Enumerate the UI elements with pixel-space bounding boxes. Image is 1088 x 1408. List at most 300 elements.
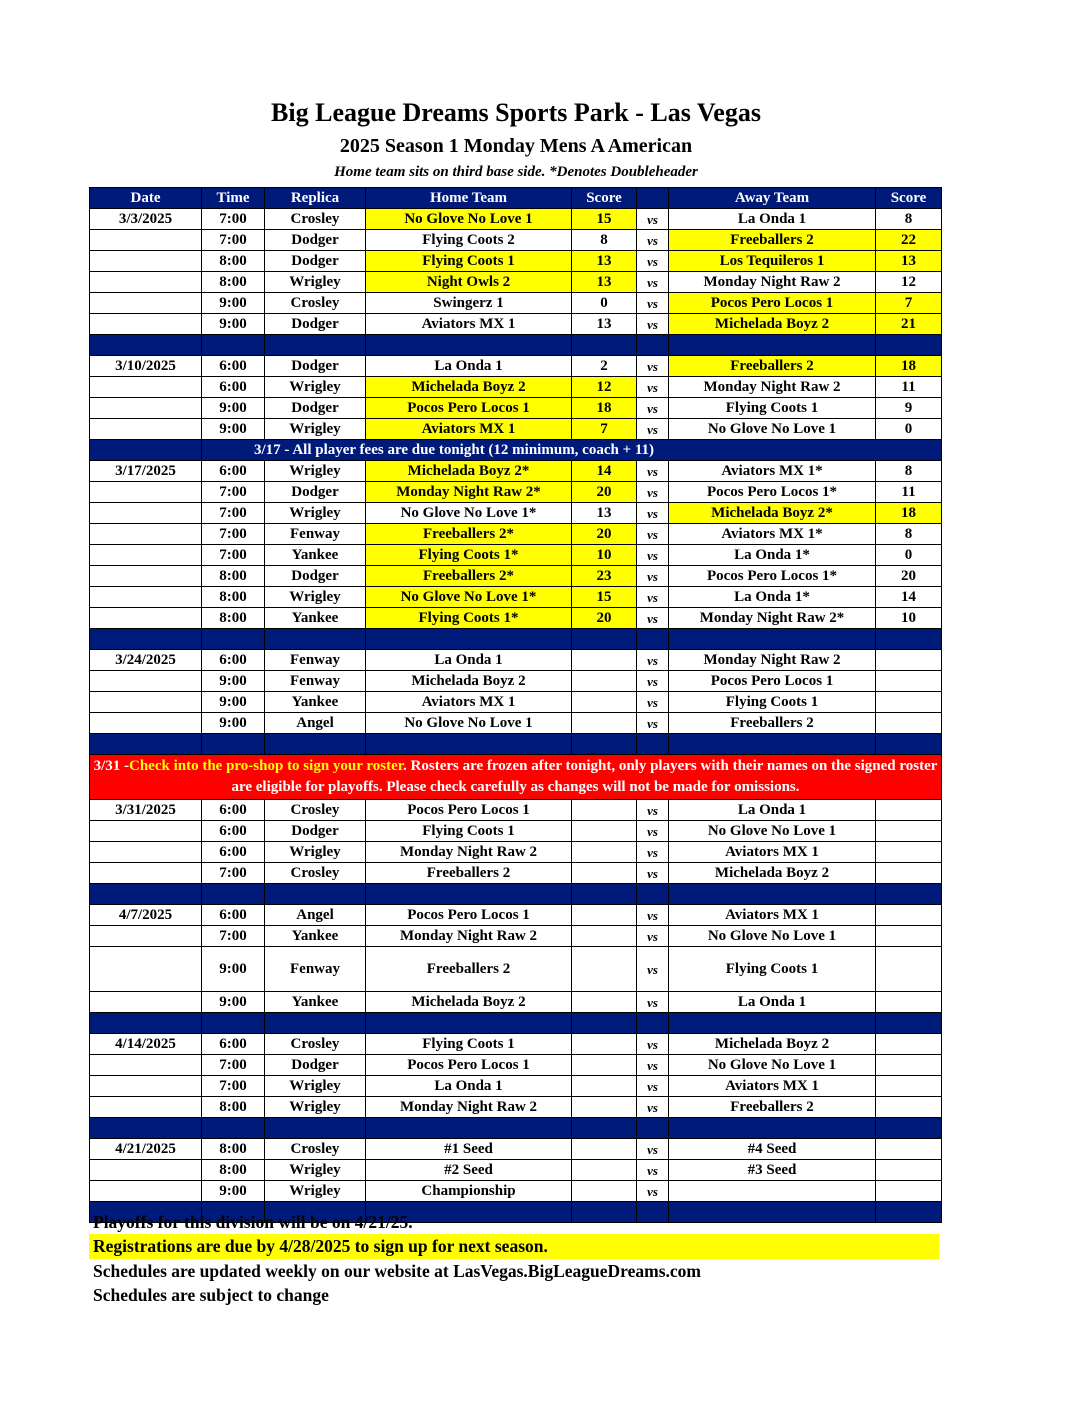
separator-cell <box>366 629 572 650</box>
vs-label: vs <box>637 671 669 692</box>
registration-note: Registrations are due by 4/28/2025 to sign up for next season. <box>89 1234 939 1259</box>
away-team <box>669 1181 876 1202</box>
game-time: 9:00 <box>202 419 265 440</box>
game-date <box>90 992 202 1013</box>
vs-label: vs <box>637 1055 669 1076</box>
away-score <box>876 905 942 926</box>
game-date <box>90 377 202 398</box>
game-row <box>90 545 942 566</box>
separator-cell <box>637 1118 669 1139</box>
game-row <box>90 947 942 992</box>
separator-cell <box>572 1013 637 1034</box>
separator-row <box>90 884 942 905</box>
game-row <box>90 800 942 821</box>
game-date <box>90 608 202 629</box>
separator-cell <box>669 1118 876 1139</box>
vs-label: vs <box>637 1034 669 1055</box>
home-team: Monday Night Raw 2 <box>366 926 572 947</box>
separator-cell <box>90 335 202 356</box>
home-score <box>572 1076 637 1097</box>
game-date: 3/17/2025 <box>90 461 202 482</box>
away-score <box>876 1055 942 1076</box>
separator-cell <box>202 629 265 650</box>
home-team: No Glove No Love 1 <box>366 713 572 734</box>
game-time: 9:00 <box>202 947 265 992</box>
game-replica: Wrigley <box>265 842 366 863</box>
away-team: Freeballers 2 <box>669 1097 876 1118</box>
vs-label: vs <box>637 461 669 482</box>
separator-cell <box>669 629 876 650</box>
game-time: 6:00 <box>202 905 265 926</box>
home-score <box>572 1097 637 1118</box>
separator-cell <box>876 335 942 356</box>
away-team: Aviators MX 1 <box>669 842 876 863</box>
away-score <box>876 926 942 947</box>
away-team: #4 Seed <box>669 1139 876 1160</box>
away-team: La Onda 1* <box>669 587 876 608</box>
away-score: 0 <box>876 545 942 566</box>
page-subtitle: 2025 Season 1 Monday Mens A American <box>339 135 693 157</box>
game-time: 7:00 <box>202 524 265 545</box>
away-score: 18 <box>876 503 942 524</box>
game-row <box>90 1160 942 1181</box>
game-row <box>90 566 942 587</box>
away-score: 10 <box>876 608 942 629</box>
separator-cell <box>90 629 202 650</box>
col-time: Time <box>202 188 265 209</box>
game-replica: Wrigley <box>265 1076 366 1097</box>
game-replica: Dodger <box>265 482 366 503</box>
game-row <box>90 1139 942 1160</box>
home-score: 23 <box>572 566 637 587</box>
game-time: 9:00 <box>202 671 265 692</box>
game-time: 6:00 <box>202 800 265 821</box>
notice-text: 3/17 - All player fees are due tonight (12 minimum, coach + 11) <box>202 440 942 461</box>
away-score <box>876 1160 942 1181</box>
game-replica: Dodger <box>265 398 366 419</box>
home-score: 13 <box>572 251 637 272</box>
game-row <box>90 503 942 524</box>
separator-cell <box>366 335 572 356</box>
home-score: 7 <box>572 419 637 440</box>
away-team: Monday Night Raw 2 <box>669 650 876 671</box>
separator-cell <box>90 1118 202 1139</box>
away-score: 8 <box>876 461 942 482</box>
game-replica: Dodger <box>265 566 366 587</box>
game-row <box>90 377 942 398</box>
game-replica: Wrigley <box>265 503 366 524</box>
home-team: Aviators MX 1 <box>366 419 572 440</box>
game-time: 8:00 <box>202 1097 265 1118</box>
game-date: 4/7/2025 <box>90 905 202 926</box>
home-team: Pocos Pero Locos 1 <box>366 398 572 419</box>
away-team: Aviators MX 1 <box>669 905 876 926</box>
away-team: La Onda 1* <box>669 545 876 566</box>
game-replica: Wrigley <box>265 587 366 608</box>
game-time: 7:00 <box>202 482 265 503</box>
game-row <box>90 692 942 713</box>
separator-cell <box>637 1202 669 1223</box>
home-team: No Glove No Love 1* <box>366 503 572 524</box>
col-away-score: Score <box>876 188 942 209</box>
home-score: 0 <box>572 293 637 314</box>
game-time: 7:00 <box>202 545 265 566</box>
away-team: Flying Coots 1 <box>669 692 876 713</box>
game-time: 8:00 <box>202 1160 265 1181</box>
away-score <box>876 1181 942 1202</box>
separator-row <box>90 1013 942 1034</box>
home-team: #2 Seed <box>366 1160 572 1181</box>
col-away-team: Away Team <box>669 188 876 209</box>
home-team: Michelada Boyz 2* <box>366 461 572 482</box>
separator-cell <box>366 884 572 905</box>
separator-cell <box>637 629 669 650</box>
away-team: La Onda 1 <box>669 209 876 230</box>
home-team: Michelada Boyz 2 <box>366 671 572 692</box>
game-replica: Fenway <box>265 947 366 992</box>
away-score: 20 <box>876 566 942 587</box>
playoffs-note: Playoffs for this division will be on 4/21/25. <box>93 1212 413 1232</box>
schedule-table <box>89 187 942 1223</box>
game-row <box>90 524 942 545</box>
away-score: 21 <box>876 314 942 335</box>
away-score: 18 <box>876 356 942 377</box>
game-time: 7:00 <box>202 209 265 230</box>
vs-label: vs <box>637 800 669 821</box>
away-score: 8 <box>876 209 942 230</box>
home-score <box>572 713 637 734</box>
game-replica: Crosley <box>265 1034 366 1055</box>
game-date <box>90 1181 202 1202</box>
home-team: Flying Coots 1 <box>366 251 572 272</box>
separator-cell <box>90 1013 202 1034</box>
away-score <box>876 842 942 863</box>
game-replica: Dodger <box>265 251 366 272</box>
game-replica: Angel <box>265 905 366 926</box>
game-time: 6:00 <box>202 356 265 377</box>
game-replica: Wrigley <box>265 1181 366 1202</box>
separator-cell <box>202 1013 265 1034</box>
vs-label: vs <box>637 992 669 1013</box>
col-home-score: Score <box>572 188 637 209</box>
game-time: 7:00 <box>202 926 265 947</box>
game-replica: Yankee <box>265 992 366 1013</box>
separator-cell <box>876 884 942 905</box>
separator-cell <box>876 1118 942 1139</box>
home-score <box>572 947 637 992</box>
home-team: No Glove No Love 1* <box>366 587 572 608</box>
home-team: La Onda 1 <box>366 1076 572 1097</box>
separator-row <box>90 1118 942 1139</box>
game-row <box>90 1097 942 1118</box>
separator-cell <box>669 335 876 356</box>
vs-label: vs <box>637 863 669 884</box>
separator-cell <box>637 1013 669 1034</box>
away-team: Freeballers 2 <box>669 230 876 251</box>
vs-label: vs <box>637 1139 669 1160</box>
game-date <box>90 863 202 884</box>
separator-cell <box>90 734 202 755</box>
away-team: No Glove No Love 1 <box>669 821 876 842</box>
game-replica: Yankee <box>265 926 366 947</box>
game-date <box>90 1097 202 1118</box>
alert-rest: . Rosters are frozen after tonight, only players with their names on the signed roster are eligible for playoffs. Please check carefully as changes will not be made for omissions. <box>231 758 938 795</box>
game-replica: Yankee <box>265 608 366 629</box>
home-team: Flying Coots 1 <box>366 1034 572 1055</box>
game-replica: Wrigley <box>265 272 366 293</box>
game-row <box>90 650 942 671</box>
home-team: Michelada Boyz 2 <box>366 377 572 398</box>
col-vs <box>637 188 669 209</box>
away-score <box>876 1034 942 1055</box>
game-date <box>90 524 202 545</box>
game-row <box>90 587 942 608</box>
game-date <box>90 566 202 587</box>
away-team: Monday Night Raw 2* <box>669 608 876 629</box>
home-score <box>572 1181 637 1202</box>
game-time: 6:00 <box>202 461 265 482</box>
game-time: 6:00 <box>202 842 265 863</box>
game-row <box>90 398 942 419</box>
page-title: Big League Dreams Sports Park - Las Vegas <box>271 98 761 127</box>
game-time: 7:00 <box>202 1076 265 1097</box>
home-team: Aviators MX 1 <box>366 692 572 713</box>
vs-label: vs <box>637 926 669 947</box>
roster-alert-row <box>90 755 942 800</box>
home-score <box>572 821 637 842</box>
game-row <box>90 926 942 947</box>
separator-cell <box>637 884 669 905</box>
separator-cell <box>669 1013 876 1034</box>
away-team: No Glove No Love 1 <box>669 926 876 947</box>
home-team: Freeballers 2* <box>366 524 572 545</box>
away-score <box>876 1097 942 1118</box>
game-date <box>90 314 202 335</box>
vs-label: vs <box>637 209 669 230</box>
vs-label: vs <box>637 503 669 524</box>
game-row <box>90 461 942 482</box>
alert-lead: 3/31 - <box>93 758 129 774</box>
away-team: Flying Coots 1 <box>669 947 876 992</box>
game-time: 7:00 <box>202 1055 265 1076</box>
website-note: Schedules are updated weekly on our website at LasVegas.BigLeagueDreams.com <box>93 1261 701 1281</box>
away-score <box>876 1139 942 1160</box>
home-score: 13 <box>572 272 637 293</box>
game-row <box>90 272 942 293</box>
away-score: 13 <box>876 251 942 272</box>
game-replica: Crosley <box>265 293 366 314</box>
game-date <box>90 545 202 566</box>
home-score <box>572 692 637 713</box>
game-date: 4/21/2025 <box>90 1139 202 1160</box>
away-score: 22 <box>876 230 942 251</box>
separator-cell <box>669 734 876 755</box>
away-score: 11 <box>876 482 942 503</box>
vs-label: vs <box>637 419 669 440</box>
home-score: 10 <box>572 545 637 566</box>
away-team: Michelada Boyz 2* <box>669 503 876 524</box>
notice-spacer <box>90 440 202 461</box>
game-replica: Yankee <box>265 545 366 566</box>
game-date: 3/10/2025 <box>90 356 202 377</box>
vs-label: vs <box>637 293 669 314</box>
away-team: Pocos Pero Locos 1 <box>669 293 876 314</box>
vs-label: vs <box>637 821 669 842</box>
game-replica: Crosley <box>265 800 366 821</box>
away-team: Michelada Boyz 2 <box>669 863 876 884</box>
home-score <box>572 800 637 821</box>
col-home-team: Home Team <box>366 188 572 209</box>
separator-cell <box>265 1118 366 1139</box>
separator-cell <box>637 335 669 356</box>
game-time: 6:00 <box>202 1034 265 1055</box>
home-score: 8 <box>572 230 637 251</box>
separator-cell <box>265 335 366 356</box>
separator-cell <box>876 1202 942 1223</box>
vs-label: vs <box>637 230 669 251</box>
home-score: 15 <box>572 587 637 608</box>
away-team: No Glove No Love 1 <box>669 1055 876 1076</box>
game-row <box>90 356 942 377</box>
vs-label: vs <box>637 947 669 992</box>
game-row <box>90 482 942 503</box>
schedule-note: Home team sits on third base side. *Denotes Doubleheader <box>334 164 698 180</box>
home-score <box>572 1160 637 1181</box>
game-row <box>90 293 942 314</box>
game-replica: Fenway <box>265 650 366 671</box>
game-time: 8:00 <box>202 608 265 629</box>
game-time: 7:00 <box>202 503 265 524</box>
home-team: Monday Night Raw 2* <box>366 482 572 503</box>
home-team: Flying Coots 1 <box>366 821 572 842</box>
separator-cell <box>202 734 265 755</box>
vs-label: vs <box>637 713 669 734</box>
game-time: 9:00 <box>202 692 265 713</box>
game-row <box>90 230 942 251</box>
game-date: 4/14/2025 <box>90 1034 202 1055</box>
away-score: 12 <box>876 272 942 293</box>
home-score <box>572 671 637 692</box>
notice-row <box>90 440 942 461</box>
home-team: Aviators MX 1 <box>366 314 572 335</box>
game-row <box>90 905 942 926</box>
home-team: #1 Seed <box>366 1139 572 1160</box>
separator-cell <box>572 734 637 755</box>
home-score <box>572 842 637 863</box>
change-note: Schedules are subject to change <box>93 1285 329 1305</box>
game-row <box>90 209 942 230</box>
home-score: 20 <box>572 608 637 629</box>
home-team: Flying Coots 1* <box>366 608 572 629</box>
away-team: No Glove No Love 1 <box>669 419 876 440</box>
home-team: Flying Coots 1* <box>366 545 572 566</box>
away-team: Flying Coots 1 <box>669 398 876 419</box>
home-score <box>572 863 637 884</box>
game-date <box>90 821 202 842</box>
game-row <box>90 608 942 629</box>
game-replica: Fenway <box>265 524 366 545</box>
away-team: Michelada Boyz 2 <box>669 1034 876 1055</box>
game-replica: Wrigley <box>265 419 366 440</box>
separator-cell <box>572 629 637 650</box>
game-time: 6:00 <box>202 650 265 671</box>
home-score: 20 <box>572 524 637 545</box>
game-time: 6:00 <box>202 821 265 842</box>
table-header-row <box>90 188 942 209</box>
away-team: Pocos Pero Locos 1* <box>669 566 876 587</box>
game-time: 8:00 <box>202 566 265 587</box>
game-row <box>90 251 942 272</box>
separator-cell <box>669 1202 876 1223</box>
game-row <box>90 314 942 335</box>
vs-label: vs <box>637 587 669 608</box>
separator-cell <box>366 734 572 755</box>
game-replica: Dodger <box>265 821 366 842</box>
game-row <box>90 992 942 1013</box>
game-time: 9:00 <box>202 314 265 335</box>
separator-cell <box>876 734 942 755</box>
away-team: Monday Night Raw 2 <box>669 377 876 398</box>
game-replica: Wrigley <box>265 461 366 482</box>
separator-cell <box>202 335 265 356</box>
separator-cell <box>265 734 366 755</box>
vs-label: vs <box>637 1160 669 1181</box>
game-date <box>90 482 202 503</box>
vs-label: vs <box>637 566 669 587</box>
game-date <box>90 251 202 272</box>
game-date <box>90 272 202 293</box>
home-score <box>572 926 637 947</box>
game-row <box>90 419 942 440</box>
vs-label: vs <box>637 482 669 503</box>
game-date: 3/31/2025 <box>90 800 202 821</box>
game-replica: Crosley <box>265 1139 366 1160</box>
separator-row <box>90 335 942 356</box>
home-score: 2 <box>572 356 637 377</box>
home-team: Freeballers 2 <box>366 863 572 884</box>
home-team: Freeballers 2 <box>366 947 572 992</box>
away-team: Pocos Pero Locos 1* <box>669 482 876 503</box>
away-team: Monday Night Raw 2 <box>669 272 876 293</box>
home-team: Freeballers 2* <box>366 566 572 587</box>
separator-cell <box>265 629 366 650</box>
game-time: 8:00 <box>202 272 265 293</box>
home-score <box>572 1139 637 1160</box>
game-replica: Dodger <box>265 356 366 377</box>
game-date: 3/24/2025 <box>90 650 202 671</box>
home-score: 20 <box>572 482 637 503</box>
vs-label: vs <box>637 692 669 713</box>
home-team: Michelada Boyz 2 <box>366 992 572 1013</box>
away-score: 11 <box>876 377 942 398</box>
vs-label: vs <box>637 842 669 863</box>
game-date <box>90 293 202 314</box>
home-score <box>572 650 637 671</box>
home-score: 12 <box>572 377 637 398</box>
home-score <box>572 1034 637 1055</box>
home-score: 14 <box>572 461 637 482</box>
game-date <box>90 842 202 863</box>
home-team: Pocos Pero Locos 1 <box>366 905 572 926</box>
game-row <box>90 821 942 842</box>
game-date <box>90 503 202 524</box>
away-team: La Onda 1 <box>669 800 876 821</box>
game-replica: Dodger <box>265 230 366 251</box>
home-team: Championship <box>366 1181 572 1202</box>
game-replica: Crosley <box>265 209 366 230</box>
game-row <box>90 671 942 692</box>
separator-cell <box>876 1013 942 1034</box>
